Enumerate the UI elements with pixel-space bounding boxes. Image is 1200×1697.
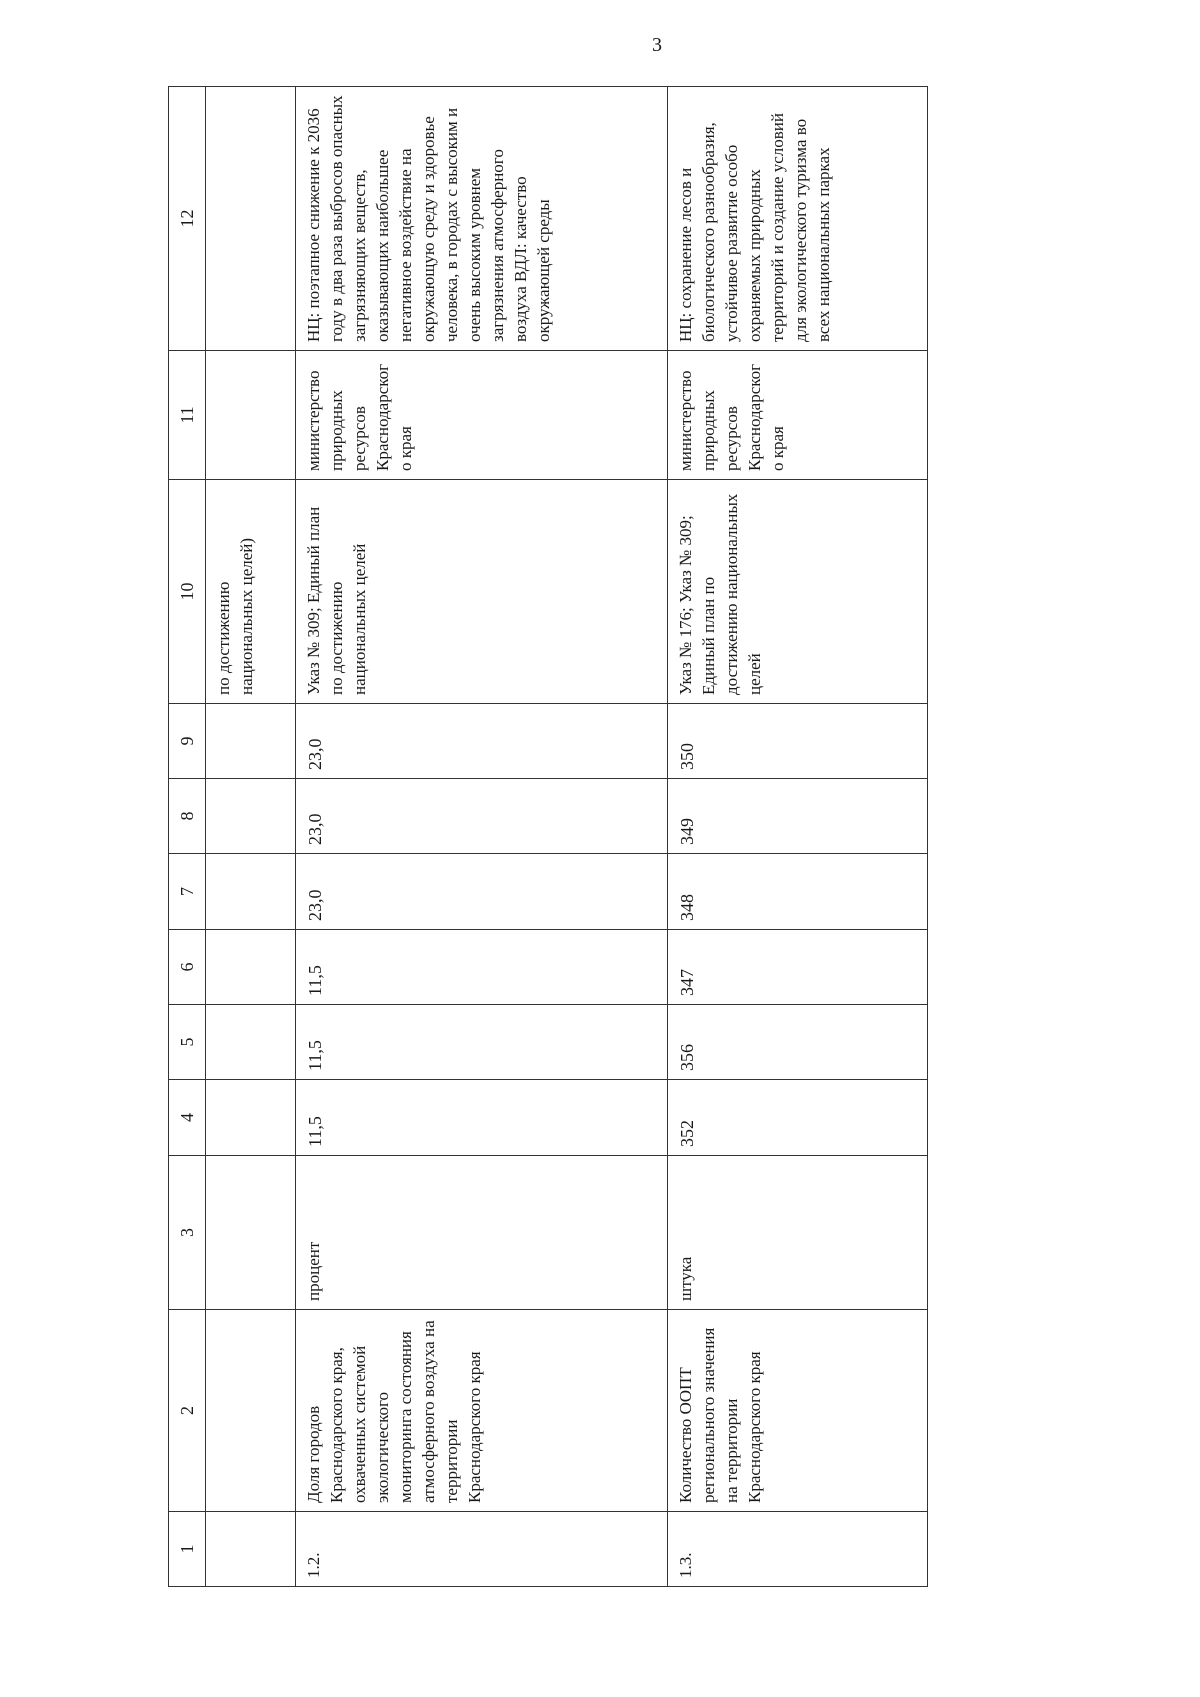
unit: процент [296, 1156, 668, 1310]
value-9: 23,0 [296, 704, 668, 779]
header-cell: 10 [169, 480, 206, 704]
header-cell: 4 [169, 1080, 206, 1156]
table-row [668, 87, 928, 1587]
goals-link: НЦ: поэтапное снижение к 2036 году в два раза выбросов опасных загрязняющих веществ, оказывающих наибольшее негативное воздействие на окружающую среду и здоровье человека, в городах с высоким и очень высоким уровнем загрязнения атмосферного воздуха ВДЛ: качество окружающей среды [296, 87, 668, 351]
header-cell: 5 [169, 1005, 206, 1080]
goals-link: НЦ: сохранение лесов и биологического разнообразия, устойчивое развитие особо охраняемых природных территорий и создание условий для экологического туризма во всех национальных парках [668, 87, 928, 351]
row-number: 1.2. [296, 1512, 668, 1587]
value-6: 11,5 [296, 930, 668, 1005]
page-number: 3 [652, 34, 662, 56]
header-cell: 6 [169, 930, 206, 1005]
indicator-name: Количество ООПТ регионального значения на территории Краснодарского края [668, 1310, 928, 1512]
header-cell: 2 [169, 1310, 206, 1512]
header-cell: 11 [169, 351, 206, 480]
header-row [169, 87, 206, 1587]
indicators-table [168, 86, 928, 1587]
value-6: 347 [668, 930, 928, 1005]
value-4: 352 [668, 1080, 928, 1156]
value-8: 349 [668, 779, 928, 854]
header-cell: 12 [169, 87, 206, 351]
responsible-body: министерство природных ресурсов Краснодарского края [296, 351, 668, 480]
value-8: 23,0 [296, 779, 668, 854]
continuation-row [206, 87, 296, 1587]
value-5: 11,5 [296, 1005, 668, 1080]
header-cell: 3 [169, 1156, 206, 1310]
value-7: 348 [668, 854, 928, 930]
header-cell: 9 [169, 704, 206, 779]
continuation-text: по достижению национальных целей) [206, 480, 296, 704]
header-cell: 8 [169, 779, 206, 854]
basis-document: Указ № 176; Указ № 309; Единый план по достижению национальных целей [668, 480, 928, 704]
header-cell: 1 [169, 1512, 206, 1587]
responsible-body: министерство природных ресурсов Краснодарского края [668, 351, 928, 480]
value-4: 11,5 [296, 1080, 668, 1156]
unit: штука [668, 1156, 928, 1310]
rotated-table-wrapper [168, 87, 895, 1587]
header-cell: 7 [169, 854, 206, 930]
basis-document: Указ № 309; Единый план по достижению национальных целей [296, 480, 668, 704]
value-7: 23,0 [296, 854, 668, 930]
table-row [296, 87, 668, 1587]
row-number: 1.3. [668, 1512, 928, 1587]
value-5: 356 [668, 1005, 928, 1080]
value-9: 350 [668, 704, 928, 779]
indicator-name: Доля городов Краснодарского края, охваченных системой экологического мониторинга состояния атмосферного воздуха на территории Краснодарского края [296, 1310, 668, 1512]
